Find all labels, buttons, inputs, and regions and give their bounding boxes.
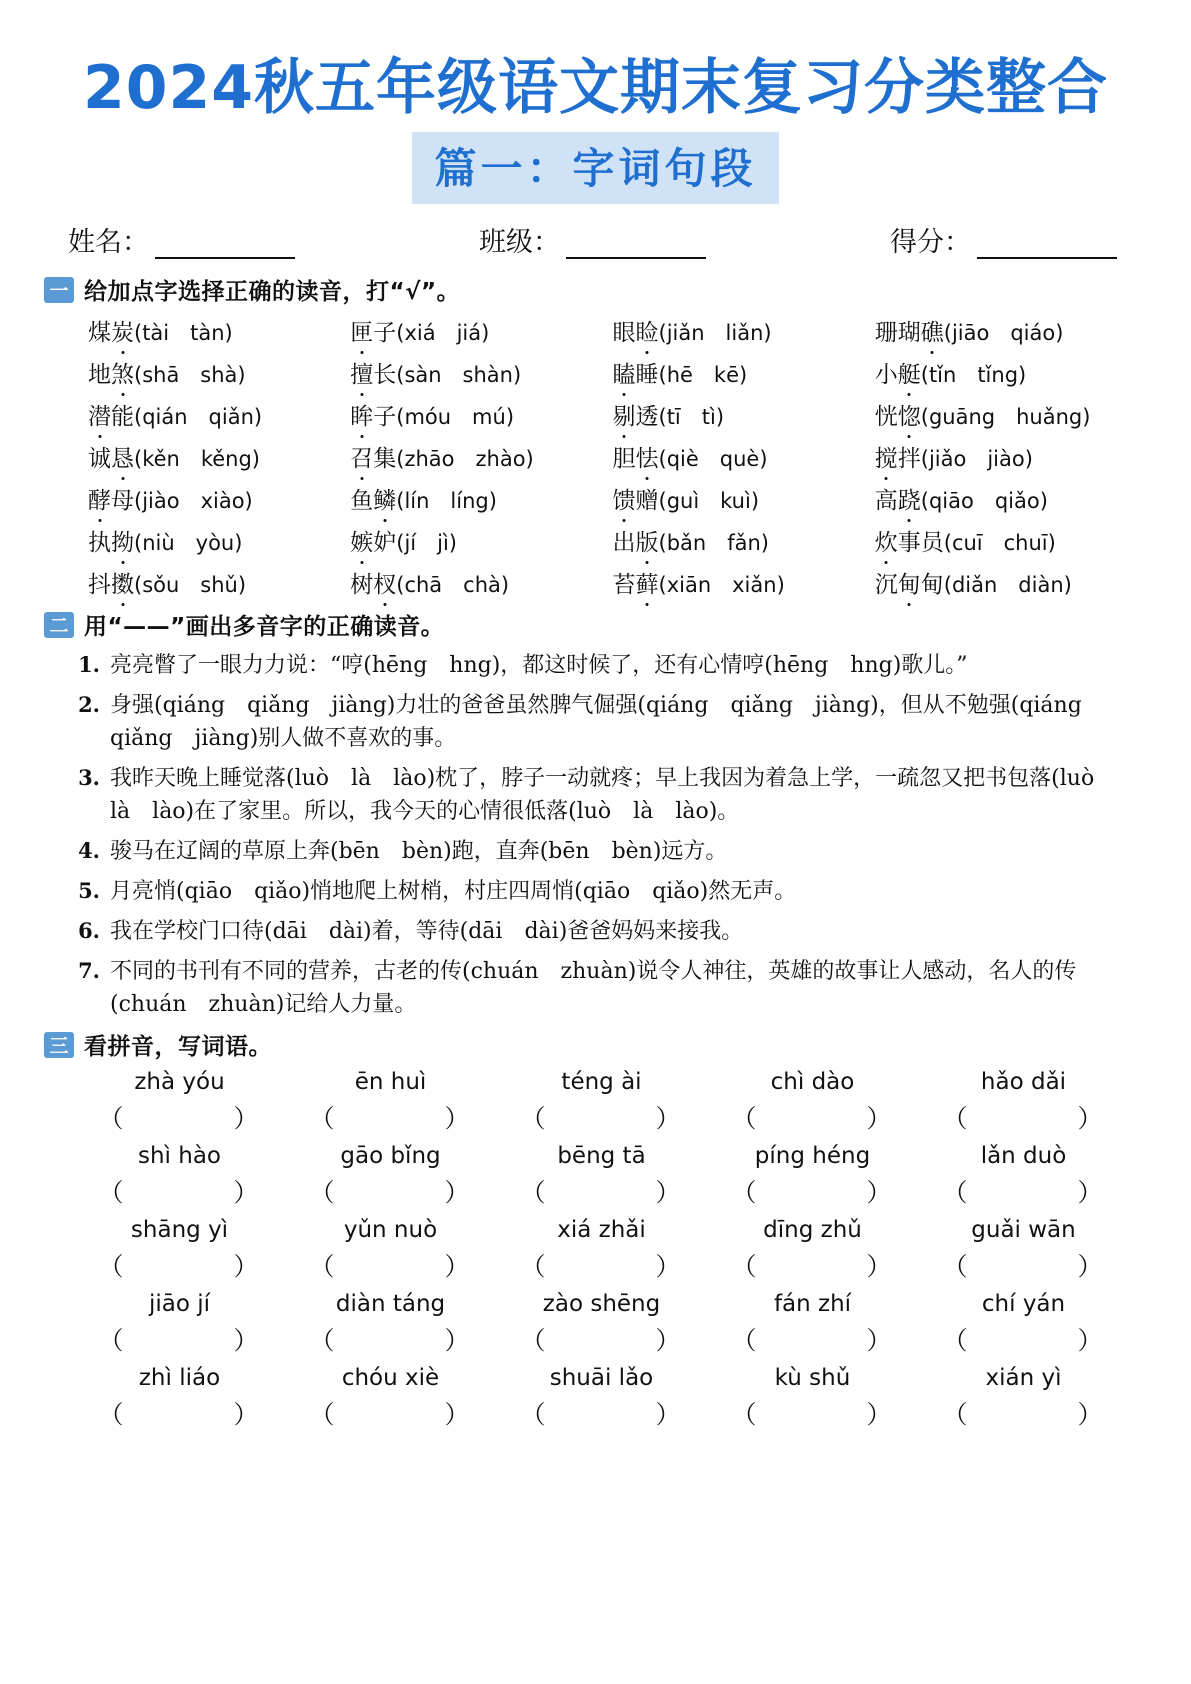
- exercise-2-item: [66, 689, 1129, 755]
- pinyin-options[interactable]: (tǐn tǐng): [920, 363, 1027, 387]
- pinyin-options[interactable]: (jiāo qiáo): [943, 321, 1064, 345]
- pinyin-options[interactable]: (shā shà): [134, 363, 246, 387]
- section-header-1: [44, 273, 1147, 306]
- pinyin-options[interactable]: (cuī chuī): [943, 531, 1056, 555]
- pinyin-prompt: chí yán: [981, 1291, 1066, 1317]
- score-field-group: [890, 220, 1117, 259]
- word-prefix: 高: [874, 488, 898, 514]
- pinyin-choice-item[interactable]: [613, 440, 875, 473]
- pinyin-options[interactable]: (jiǎo jiào): [920, 447, 1033, 471]
- dotted-character: 版: [636, 524, 659, 557]
- exercise-3-pinyin-row: [74, 1291, 1129, 1319]
- pinyin-choice-item[interactable]: [613, 566, 875, 599]
- word-prefix: 鱼: [350, 488, 374, 514]
- dotted-character: 拗: [111, 524, 134, 557]
- exercise-1-row: [88, 398, 1137, 431]
- answer-blank[interactable]: （ ）: [731, 1326, 894, 1355]
- word-suffix: 能: [111, 404, 134, 430]
- item-sentence[interactable]: 亮亮瞥了一眼力力说：“哼(hēng hng)，都这时候了，还有心情哼(hēng hng)歌儿。”: [110, 653, 968, 678]
- pinyin-prompt: chóu xiè: [341, 1365, 440, 1391]
- pinyin-options[interactable]: (qiāo qiǎo): [920, 489, 1048, 513]
- pinyin-options[interactable]: (jí jì): [396, 531, 457, 555]
- pinyin-options[interactable]: (sǒu shǔ): [134, 573, 247, 597]
- pinyin-choice-item[interactable]: [88, 356, 350, 389]
- dotted-character: 炭: [111, 314, 134, 347]
- dotted-character: 匣: [350, 314, 373, 347]
- section-title-3: 看拼音，写词语。: [84, 1034, 272, 1060]
- exercise-3-answer-row: [74, 1395, 1129, 1437]
- answer-blank[interactable]: （ ）: [98, 1252, 261, 1281]
- answer-blank[interactable]: （ ）: [98, 1178, 261, 1207]
- score-label: 得分：: [890, 227, 971, 258]
- pinyin-choice-item[interactable]: [613, 482, 875, 515]
- dotted-character: 鳞: [373, 482, 396, 515]
- word-prefix: 树: [350, 572, 374, 598]
- pinyin-choice-item[interactable]: [350, 398, 612, 431]
- pinyin-options[interactable]: (guì kuì): [658, 489, 760, 513]
- section-title-1: 给加点字选择正确的读音，打“√”。: [84, 279, 461, 305]
- word-suffix: 子: [373, 404, 397, 430]
- item-number: 4.: [78, 838, 100, 863]
- pinyin-prompt: téng ài: [561, 1069, 642, 1095]
- section-title-2: 用“——”画出多音字的正确读音。: [84, 614, 445, 640]
- answer-blank[interactable]: （ ）: [942, 1326, 1105, 1355]
- dotted-character: 惚: [898, 398, 921, 431]
- answer-blank[interactable]: （ ）: [942, 1178, 1105, 1207]
- exercise-1-row: [88, 314, 1137, 347]
- pinyin-prompt: zào shēng: [542, 1291, 661, 1317]
- exercise-3-answer-row: [74, 1099, 1129, 1141]
- answer-blank[interactable]: （ ）: [942, 1252, 1105, 1281]
- exercise-2-item: [66, 762, 1129, 828]
- pinyin-prompt: lǎn duò: [980, 1143, 1067, 1169]
- pinyin-choice-item[interactable]: [88, 482, 350, 515]
- pinyin-options[interactable]: (xiá jiá): [396, 321, 490, 345]
- pinyin-prompt: chì dào: [770, 1069, 855, 1095]
- item-sentence[interactable]: 我在学校门口待(dāi dài)着，等待(dāi dài)爸爸妈妈来接我。: [110, 919, 744, 944]
- pinyin-options[interactable]: (kěn kěng): [134, 447, 260, 471]
- item-number: 6.: [78, 918, 100, 943]
- pinyin-choice-item[interactable]: [875, 314, 1137, 347]
- pinyin-prompt: xiá zhǎi: [557, 1217, 646, 1243]
- pinyin-prompt: shuāi lǎo: [549, 1365, 654, 1391]
- pinyin-prompt: bēng tā: [557, 1143, 646, 1169]
- pinyin-prompt: píng héng: [754, 1143, 871, 1169]
- pinyin-options[interactable]: (guāng huǎng): [920, 405, 1091, 429]
- dotted-character: 恳: [111, 440, 134, 473]
- dotted-character: 怯: [636, 440, 659, 473]
- word-prefix: 执: [88, 530, 111, 556]
- score-input-line[interactable]: [977, 231, 1117, 259]
- answer-blank[interactable]: （ ）: [520, 1252, 683, 1281]
- exercise-3-answer-row: [74, 1321, 1129, 1363]
- dotted-character: 煞: [111, 356, 134, 389]
- pinyin-choice-item[interactable]: [875, 524, 1137, 557]
- pinyin-choice-item[interactable]: [613, 398, 875, 431]
- pinyin-choice-item[interactable]: [875, 566, 1137, 599]
- pinyin-options[interactable]: (móu mú): [396, 405, 515, 429]
- exercise-3-pinyin-row: [74, 1217, 1129, 1245]
- exercise-1-grid: [44, 314, 1147, 599]
- pinyin-options[interactable]: (qián qiǎn): [134, 405, 263, 429]
- item-number: 7.: [78, 958, 100, 983]
- pinyin-choice-item[interactable]: [875, 440, 1137, 473]
- dotted-character: 眸: [350, 398, 373, 431]
- pinyin-choice-item[interactable]: [88, 314, 350, 347]
- dotted-character: 嫉: [350, 524, 373, 557]
- exercise-3-pinyin-row: [74, 1069, 1129, 1097]
- pinyin-prompt: ēn huì: [354, 1069, 427, 1095]
- word-prefix: 地: [88, 362, 111, 388]
- answer-blank[interactable]: （ ）: [98, 1104, 261, 1133]
- word-suffix: 事员: [897, 530, 944, 556]
- dotted-character: 酵: [88, 482, 111, 515]
- student-info-row: [44, 220, 1147, 259]
- pinyin-choice-item[interactable]: [88, 440, 350, 473]
- pinyin-prompt: xián yì: [985, 1365, 1062, 1391]
- pinyin-prompt: guǎi wān: [971, 1217, 1076, 1243]
- pinyin-prompt: shì hào: [137, 1143, 221, 1169]
- word-prefix: 沉: [874, 572, 898, 598]
- dotted-character: 艇: [898, 356, 921, 389]
- dotted-character: 炊: [875, 524, 898, 557]
- pinyin-options[interactable]: (xiān xiǎn): [658, 573, 785, 597]
- exercise-2-list: [44, 649, 1147, 1021]
- dotted-character: 藓: [636, 566, 659, 599]
- item-number: 1.: [78, 652, 100, 677]
- pinyin-options[interactable]: (sàn shàn): [396, 363, 522, 387]
- exercise-1-row: [88, 482, 1137, 515]
- dotted-character: 跷: [898, 482, 921, 515]
- dotted-character: 睑: [636, 314, 659, 347]
- pinyin-choice-item[interactable]: [875, 482, 1137, 515]
- pinyin-prompt: hǎo dǎi: [980, 1069, 1067, 1095]
- exercise-3-pinyin-row: [74, 1365, 1129, 1393]
- pinyin-options[interactable]: (jiào xiào): [134, 489, 253, 513]
- word-prefix: 眼: [612, 320, 636, 346]
- item-sentence[interactable]: 不同的书刊有不同的营养，古老的传(chuán zhuàn)说令人神往，英雄的故事让人感动，名人的传(chuán zhuàn)记给人力量。: [110, 959, 1077, 1017]
- pinyin-choice-item[interactable]: [875, 398, 1137, 431]
- dotted-character: 潜: [88, 398, 111, 431]
- answer-blank[interactable]: （ ）: [98, 1400, 261, 1429]
- answer-blank[interactable]: （ ）: [309, 1400, 472, 1429]
- word-prefix: 抖: [88, 572, 111, 598]
- pinyin-choice-item[interactable]: [88, 566, 350, 599]
- dotted-character: 礁: [921, 314, 944, 347]
- dotted-character: 擞: [111, 566, 134, 599]
- pinyin-choice-item[interactable]: [875, 356, 1137, 389]
- section-number-1: 一: [44, 277, 74, 303]
- section-number-2: 二: [44, 612, 74, 638]
- section-header-3: [44, 1028, 1147, 1061]
- pinyin-prompt: diàn táng: [335, 1291, 446, 1317]
- word-suffix: 拌: [897, 446, 921, 472]
- word-prefix: 诚: [88, 446, 111, 472]
- pinyin-choice-item[interactable]: [613, 524, 875, 557]
- answer-blank[interactable]: （ ）: [98, 1326, 261, 1355]
- page-subtitle: 篇一：字词句段: [412, 132, 778, 204]
- page-title: 2024秋五年级语文期末复习分类整合: [83, 53, 1108, 123]
- word-suffix: 母: [111, 488, 134, 514]
- exercise-3-pinyin-row: [74, 1143, 1129, 1171]
- pinyin-choice-item[interactable]: [88, 398, 350, 431]
- answer-blank[interactable]: （ ）: [731, 1252, 894, 1281]
- word-suffix: 妒: [373, 530, 397, 556]
- pinyin-choice-item[interactable]: [350, 314, 612, 347]
- dotted-character: 馈: [613, 482, 636, 515]
- pinyin-options[interactable]: (zhāo zhào): [396, 447, 534, 471]
- name-input-line[interactable]: [155, 231, 295, 259]
- pinyin-options[interactable]: (diǎn diàn): [943, 573, 1072, 597]
- word-suffix: 透: [635, 404, 659, 430]
- word-suffix: 集: [373, 446, 397, 472]
- exercise-1-row: [88, 440, 1137, 473]
- pinyin-options[interactable]: (tī tì): [658, 405, 725, 429]
- answer-blank[interactable]: （ ）: [309, 1104, 472, 1133]
- dotted-character: 剔: [613, 398, 636, 431]
- pinyin-prompt: gāo bǐng: [340, 1143, 441, 1169]
- answer-blank[interactable]: （ ）: [309, 1252, 472, 1281]
- pinyin-choice-item[interactable]: [350, 356, 612, 389]
- exercise-3-table: [44, 1069, 1147, 1437]
- pinyin-options[interactable]: (niù yòu): [134, 531, 243, 555]
- pinyin-choice-item[interactable]: [613, 314, 875, 347]
- word-suffix: 甸: [920, 572, 944, 598]
- answer-blank[interactable]: （ ）: [731, 1104, 894, 1133]
- pinyin-choice-item[interactable]: [350, 566, 612, 599]
- pinyin-prompt: jiāo jí: [148, 1291, 211, 1317]
- pinyin-prompt: fán zhí: [773, 1291, 852, 1317]
- pinyin-prompt: kù shǔ: [774, 1365, 851, 1391]
- answer-blank[interactable]: （ ）: [309, 1326, 472, 1355]
- pinyin-prompt: yǔn nuò: [343, 1217, 438, 1243]
- pinyin-prompt: dīng zhǔ: [763, 1217, 862, 1243]
- exercise-2-item: [66, 875, 1129, 908]
- pinyin-options[interactable]: (hē kē): [658, 363, 748, 387]
- class-input-line[interactable]: [566, 231, 706, 259]
- word-prefix: 出: [612, 530, 636, 556]
- pinyin-options[interactable]: (tài tàn): [134, 321, 233, 345]
- answer-blank[interactable]: （ ）: [731, 1178, 894, 1207]
- name-field-group: [68, 220, 295, 259]
- pinyin-choice-item[interactable]: [350, 482, 612, 515]
- item-sentence[interactable]: 骏马在辽阔的草原上奔(bēn bèn)跑，直奔(bēn bèn)远方。: [110, 839, 728, 864]
- section-header-2: [44, 608, 1147, 641]
- subtitle-container: [44, 132, 1147, 204]
- answer-blank[interactable]: （ ）: [309, 1178, 472, 1207]
- item-sentence[interactable]: 月亮悄(qiāo qiǎo)悄地爬上树梢，村庄四周悄(qiāo qiǎo)然无声。: [110, 879, 797, 904]
- dotted-character: 瞌: [613, 356, 636, 389]
- item-number: 3.: [78, 765, 100, 790]
- exercise-2-item: [66, 915, 1129, 948]
- exercise-1-row: [88, 524, 1137, 557]
- class-label: 班级：: [479, 227, 560, 258]
- word-prefix: 胆: [612, 446, 636, 472]
- word-suffix: 长: [373, 362, 397, 388]
- dotted-character: 召: [350, 440, 373, 473]
- answer-blank[interactable]: （ ）: [520, 1400, 683, 1429]
- pinyin-prompt: zhì liáo: [138, 1365, 221, 1391]
- exercise-2-item: [66, 835, 1129, 868]
- dotted-character: 甸: [898, 566, 921, 599]
- dotted-character: 杈: [373, 566, 396, 599]
- answer-blank[interactable]: （ ）: [942, 1104, 1105, 1133]
- pinyin-options[interactable]: (qiè què): [658, 447, 768, 471]
- pinyin-choice-item[interactable]: [613, 356, 875, 389]
- pinyin-choice-item[interactable]: [350, 524, 612, 557]
- exercise-2-item: [66, 649, 1129, 682]
- class-field-group: [479, 220, 706, 259]
- word-prefix: 小: [874, 362, 898, 388]
- exercise-1-row: [88, 356, 1137, 389]
- word-suffix: 睡: [635, 362, 659, 388]
- exercise-3-answer-row: [74, 1173, 1129, 1215]
- exercise-1-row: [88, 566, 1137, 599]
- word-prefix: 珊瑚: [874, 320, 921, 346]
- pinyin-options[interactable]: (chā chà): [396, 573, 510, 597]
- section-number-3: 三: [44, 1032, 74, 1058]
- pinyin-options[interactable]: (bǎn fǎn): [658, 531, 769, 555]
- item-number: 2.: [78, 692, 100, 717]
- word-suffix: 赠: [635, 488, 659, 514]
- answer-blank[interactable]: （ ）: [520, 1104, 683, 1133]
- dotted-character: 擅: [350, 356, 373, 389]
- exercise-2-item: [66, 955, 1129, 1021]
- pinyin-choice-item[interactable]: [350, 440, 612, 473]
- dotted-character: 搅: [875, 440, 898, 473]
- item-sentence[interactable]: 我昨天晚上睡觉落(luò là lào)枕了，脖子一动就疼；早上我因为着急上学，一疏忽又把书包落(luò là lào)在了家里。所以，我今天的心情很低落(luò là lào)。: [110, 766, 1117, 824]
- pinyin-choice-item[interactable]: [88, 524, 350, 557]
- word-prefix: 煤: [88, 320, 111, 346]
- word-prefix: 恍: [874, 404, 898, 430]
- item-sentence[interactable]: 身强(qiáng qiǎng jiàng)力壮的爸爸虽然脾气倔强(qiáng qiǎng jiàng)，但从不勉强(qiáng qiǎng jiàng)别人做不喜欢的事。: [110, 693, 1104, 751]
- answer-blank[interactable]: （ ）: [731, 1400, 894, 1429]
- word-suffix: 子: [373, 320, 397, 346]
- answer-blank[interactable]: （ ）: [942, 1400, 1105, 1429]
- pinyin-options[interactable]: (lín líng): [396, 489, 497, 513]
- pinyin-prompt: shāng yì: [130, 1217, 229, 1243]
- item-number: 5.: [78, 878, 100, 903]
- name-label: 姓名：: [68, 227, 149, 258]
- pinyin-options[interactable]: (jiǎn liǎn): [658, 321, 772, 345]
- answer-blank[interactable]: （ ）: [520, 1178, 683, 1207]
- word-prefix: 苔: [612, 572, 636, 598]
- answer-blank[interactable]: （ ）: [520, 1326, 683, 1355]
- exercise-3-answer-row: [74, 1247, 1129, 1289]
- pinyin-prompt: zhà yóu: [134, 1069, 225, 1095]
